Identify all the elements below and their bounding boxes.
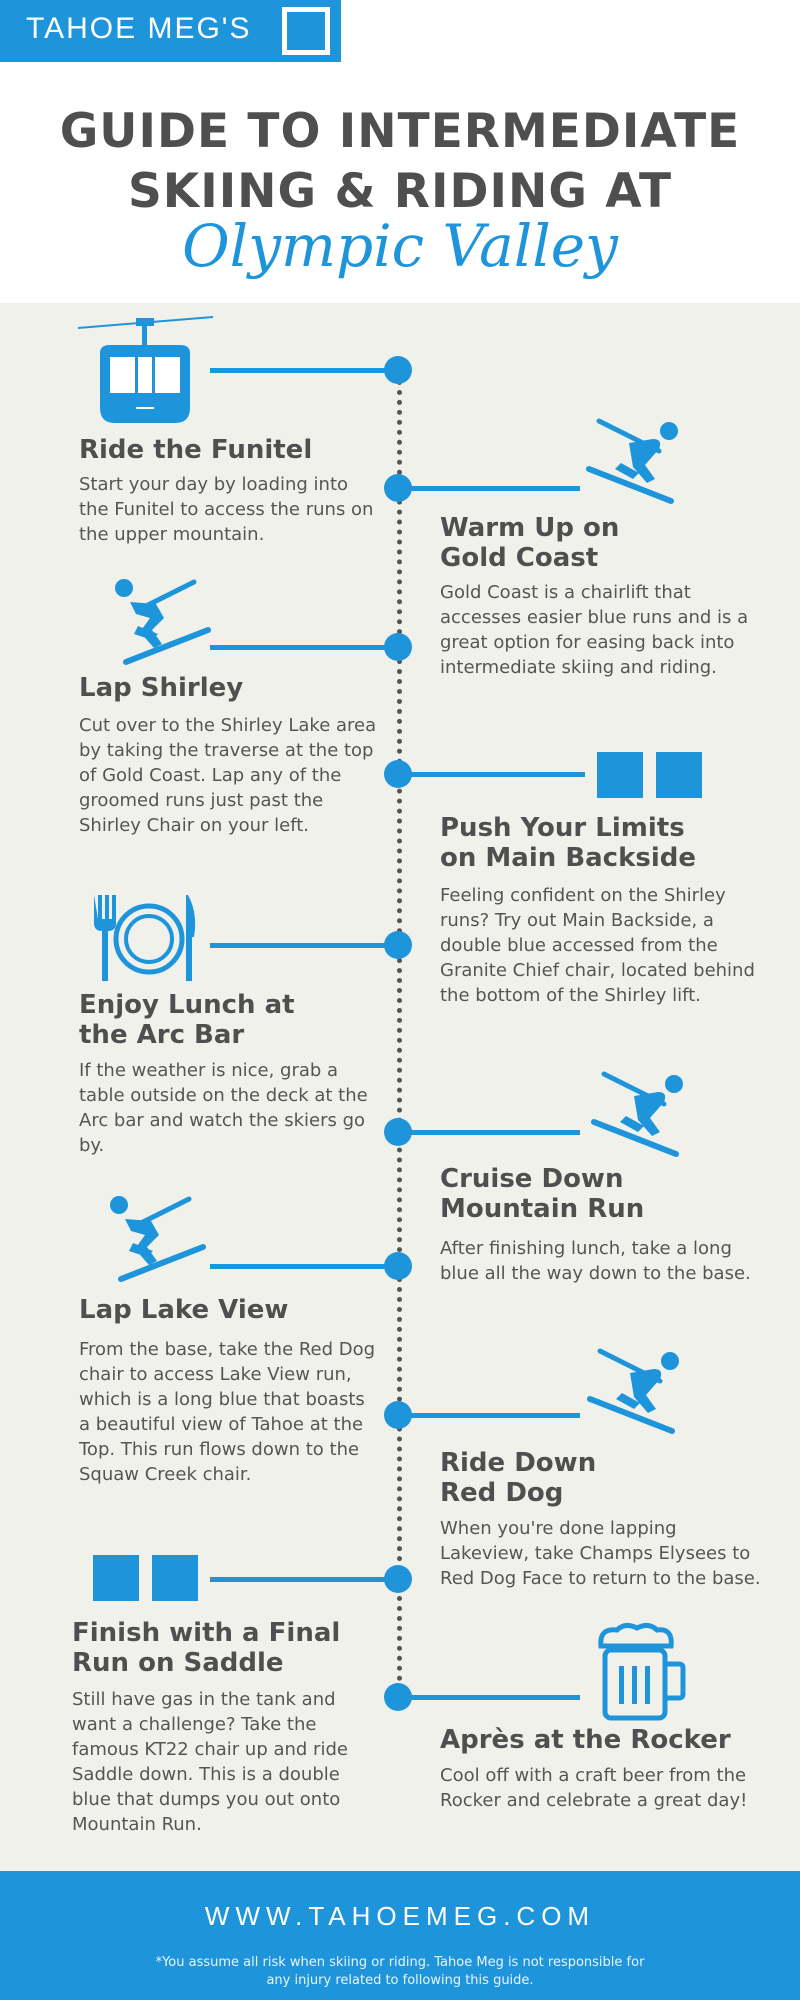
step-text: Still have gas in the tank and want a challenge? Take the famous KT22 chair up and ride Saddle down. This is a double blue that dumps you out onto Mountain Run.	[72, 1689, 348, 1835]
skier-icon	[107, 1195, 207, 1285]
brand-square-icon	[282, 7, 330, 55]
connector-line	[400, 486, 580, 491]
double-blue-square-icon	[656, 752, 702, 798]
skier-icon	[112, 578, 212, 668]
step-text: Feeling confident on the Shirley runs? Try out Main Backside, a double blue accessed from the Granite Chief chair, located behind the bottom of the Shirley lift.	[440, 885, 755, 1006]
timeline-dot	[384, 474, 412, 502]
step-title-line: the Arc Bar	[79, 1020, 245, 1050]
step-title	[79, 673, 379, 703]
footer	[0, 1871, 800, 2000]
step-title-line: Enjoy Lunch at	[79, 990, 295, 1020]
page-title-script: Olympic Valley	[182, 212, 618, 280]
timeline-dot	[384, 356, 412, 384]
disclaimer: *You assume all risk when skiing or riding. Tahoe Meg is not responsible for any injury related to following this guide.	[155, 1955, 645, 1988]
website-link[interactable]: WWW.TAHOEMEG.COM	[204, 1901, 596, 1931]
step-title-line: Push Your Limits	[440, 813, 685, 843]
step-title	[79, 1295, 379, 1325]
step-title	[79, 435, 379, 465]
step-title-line: Gold Coast	[440, 543, 599, 573]
header	[0, 0, 800, 303]
step-title	[79, 990, 379, 1050]
timeline-dot	[384, 1565, 412, 1593]
step-title-line: Finish with a Final	[72, 1618, 341, 1648]
step-title-line: Après at the Rocker	[440, 1725, 731, 1755]
page-title-line1: GUIDE TO INTERMEDIATE	[59, 104, 741, 159]
connector-line	[210, 1577, 400, 1582]
skier-icon	[586, 1345, 686, 1435]
connector-line	[400, 1130, 580, 1135]
step-title-line: Ride Down	[440, 1448, 597, 1478]
timeline-dot	[384, 1118, 412, 1146]
gondola-icon	[78, 313, 214, 425]
skier-icon	[585, 415, 685, 505]
step-title-line: Ride the Funitel	[79, 435, 313, 465]
step-title	[440, 513, 770, 573]
timeline-dot	[384, 931, 412, 959]
skier-icon	[590, 1068, 690, 1158]
connector-line	[400, 772, 585, 777]
connector-line	[400, 1695, 580, 1700]
connector-line	[400, 1413, 580, 1418]
step-title-line: Lap Lake View	[79, 1295, 289, 1325]
beer-mug-icon	[595, 1622, 687, 1722]
connector-line	[210, 368, 400, 373]
timeline-dot	[384, 1401, 412, 1429]
connector-line	[210, 645, 400, 650]
brand-banner	[0, 0, 341, 62]
step-title	[440, 1164, 770, 1224]
step-title-line: Cruise Down	[440, 1164, 624, 1194]
brand-name: TAHOE MEG'S	[26, 12, 252, 45]
double-blue-square-icon	[597, 752, 643, 798]
step-text: Cut over to the Shirley Lake area by taking the traverse at the top of Gold Coast. Lap any of the groomed runs just past the Shirley Chair on your left.	[79, 715, 377, 836]
step-text: After finishing lunch, take a long blue all the way down to the base.	[440, 1238, 751, 1284]
timeline-line	[397, 380, 402, 1702]
step-title	[440, 813, 770, 873]
timeline-dot	[384, 1683, 412, 1711]
step-title	[440, 1725, 790, 1755]
step-title	[72, 1618, 382, 1678]
step-title-line: Warm Up on	[440, 513, 620, 543]
connector-line	[210, 1264, 400, 1269]
timeline-dot	[384, 633, 412, 661]
step-title-line: Lap Shirley	[79, 673, 244, 703]
plate-icon	[90, 893, 198, 983]
page-title-line2: SKIING & RIDING AT	[127, 164, 673, 219]
timeline-dot	[384, 1252, 412, 1280]
step-title-line: Red Dog	[440, 1478, 564, 1508]
connector-line	[210, 943, 400, 948]
step-text: If the weather is nice, grab a table outside on the deck at the Arc bar and watch the skiers go by.	[79, 1060, 368, 1156]
step-text: Cool off with a craft beer from the Rocker and celebrate a great day!	[440, 1765, 748, 1811]
step-text: When you're done lapping Lakeview, take Champs Elysees to Red Dog Face to return to the base.	[440, 1518, 761, 1589]
double-blue-square-icon	[93, 1555, 139, 1601]
step-text: Gold Coast is a chairlift that accesses easier blue runs and is a great option for easing back into intermediate skiing and riding.	[440, 582, 749, 678]
step-title-line: Mountain Run	[440, 1194, 645, 1224]
step-title-line: Run on Saddle	[72, 1648, 284, 1678]
step-title-line: on Main Backside	[440, 843, 697, 873]
step-text: From the base, take the Red Dog chair to access Lake View run, which is a long blue that boasts a beautiful view of Tahoe at the Top. This run flows down to the Squaw Creek chair.	[79, 1339, 376, 1485]
step-text: Start your day by loading into the Funitel to access the runs on the upper mountain.	[79, 474, 374, 545]
step-title	[440, 1448, 770, 1508]
double-blue-square-icon	[152, 1555, 198, 1601]
timeline-dot	[384, 760, 412, 788]
